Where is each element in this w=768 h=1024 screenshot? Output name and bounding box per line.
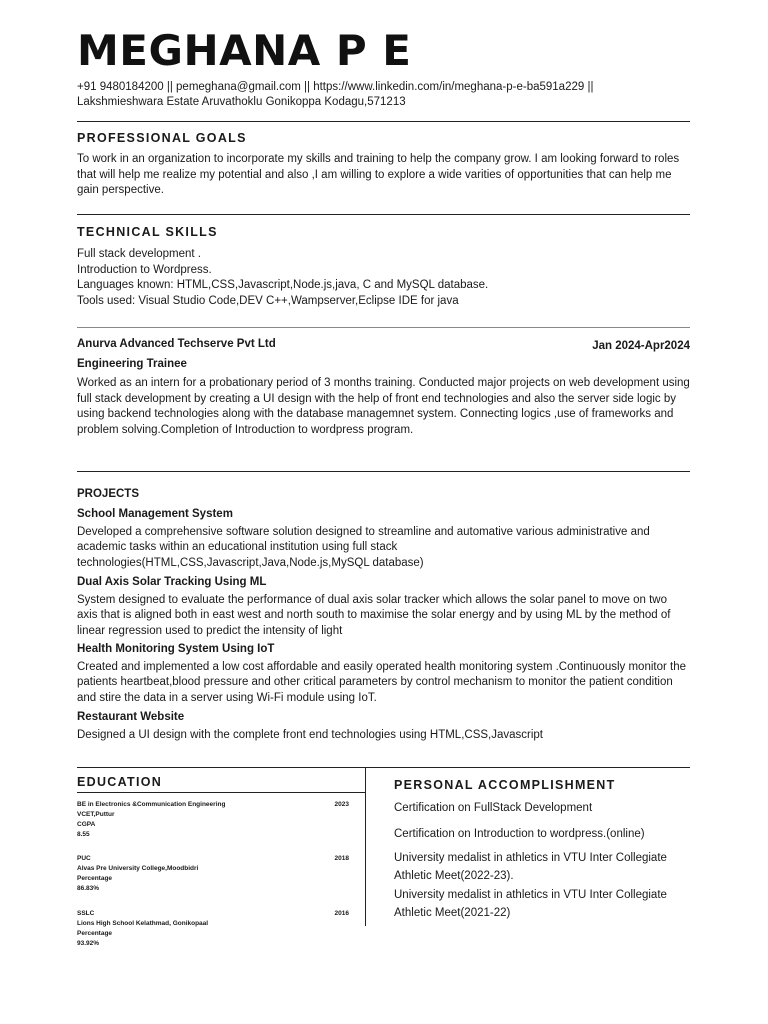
contact-line-2: Lakshmieshwara Estate Aruvathoklu Gonikoppa Kodagu,571213 — [77, 96, 406, 108]
accomplishment-item: Certification on Introduction to wordpress.(online) — [394, 828, 645, 840]
project-title: Restaurant Website — [77, 711, 185, 723]
section-title-professional-goals: PROFESSIONAL GOALS — [77, 131, 247, 145]
professional-goals-paragraph: To work in an organization to incorporate my skills and training to help the company grow. I am looking forward to roles that will help me realize my potential and also ,I am willing to explore a wide varities of opportunities that can help me gain perspective. — [77, 153, 680, 197]
divider — [77, 121, 690, 122]
education-year: 2018 — [334, 855, 349, 862]
project-description: Designed a UI design with the complete front end technologies using HTML,CSS,Javascript — [77, 728, 543, 741]
candidate-name: MEGHANA P E — [77, 26, 412, 75]
accomplishment-item: University medalist in athletics in VTU Inter Collegiate Athletic Meet(2021-22) — [394, 889, 667, 919]
education-item — [77, 909, 349, 949]
experience-company: Anurva Advanced Techserve Pvt Ltd — [77, 338, 276, 350]
skill-line: Languages known: HTML,CSS,Javascript,Node.js,java, C and MySQL database. — [77, 279, 489, 292]
project-item — [77, 710, 690, 743]
section-title-education: EDUCATION — [77, 775, 163, 789]
project-description: Developed a comprehensive software solution designed to streamline and automative various administrative and academic tasks within an educational institution using full stack technologies(HTML,CSS,Javascript,Java,Node.js,MySQL database) — [77, 525, 650, 569]
education-degree: BE in Electronics &Communication Engineering — [77, 801, 226, 808]
project-title: Health Monitoring System Using IoT — [77, 643, 275, 655]
education-degree: PUC — [77, 855, 91, 862]
education-item — [77, 800, 349, 840]
project-title: School Management System — [77, 508, 233, 520]
skill-line: Tools used: Visual Studio Code,DEV C++,Wampserver,Eclipse IDE for java — [77, 294, 459, 307]
project-item — [77, 575, 690, 639]
education-institution: Lions High School Kelathmad, Gonikopaal — [77, 920, 209, 927]
divider — [77, 471, 690, 472]
skill-line: Introduction to Wordpress. — [77, 263, 212, 276]
education-metric: CGPA — [77, 821, 96, 828]
section-title-personal-accomplishment: PERSONAL ACCOMPLISHMENT — [394, 778, 616, 792]
project-title: Dual Axis Solar Tracking Using ML — [77, 576, 267, 588]
education-score: 93.92% — [77, 940, 100, 947]
contact-info — [77, 80, 690, 110]
divider — [77, 792, 365, 793]
section-title-technical-skills: TECHNICAL SKILLS — [77, 225, 218, 239]
column-divider — [365, 768, 366, 926]
project-description: System designed to evaluate the performance of dual axis solar tracker which allows the solar panel to move on two axis that is aligned both in east west and north south to maximise the solar energy and by using ML by the method of linear regression used to predict the intensity of light — [77, 593, 671, 637]
skill-line: Full stack development . — [77, 248, 202, 260]
education-score: 86.83% — [77, 885, 100, 892]
divider — [77, 214, 690, 215]
divider — [77, 327, 690, 328]
education-score: 8.55 — [77, 831, 90, 838]
professional-goals-text — [77, 152, 690, 199]
education-year: 2023 — [334, 801, 349, 808]
project-description: Created and implemented a low cost affordable and easily operated health monitoring system .Continuously monitor the patients heartbeat,blood pressure and other critical parameters by control mechanism to monitor the patient condition and stire the data in a server using Wi-Fi module using IoT. — [77, 660, 686, 704]
experience-description-text: Worked as an intern for a probationary period of 3 months training. Conducted major projects on web development using full stack development by creating a UI design with the help of front end technologies and also the server side logic by using backend technologies along with the database managemnet system. Connecting logics ,use of frameworks and problem solving.Completion of Introduction to wordpress program. — [77, 377, 690, 436]
technical-skills-list — [77, 247, 690, 309]
divider — [77, 767, 690, 768]
project-item — [77, 507, 690, 571]
experience-role: Engineering Trainee — [77, 358, 187, 370]
education-degree: SSLC — [77, 910, 95, 917]
accomplishment-item: University medalist in athletics in VTU Inter Collegiate Athletic Meet(2022-23). — [394, 852, 667, 882]
accomplishment-item: Certification on FullStack Development — [394, 802, 593, 814]
education-year: 2016 — [334, 910, 349, 917]
education-institution: Alvas Pre University College,Moodbidri — [77, 865, 199, 872]
education-metric: Percentage — [77, 930, 113, 937]
experience-dates: Jan 2024-Apr2024 — [592, 340, 690, 352]
experience-description — [77, 376, 690, 438]
education-item — [77, 854, 349, 894]
project-item — [77, 642, 690, 706]
section-title-projects: PROJECTS — [77, 488, 139, 500]
education-institution: VCET,Puttur — [77, 811, 115, 818]
contact-line-1: +91 9480184200 || pemeghana@gmail.com || https://www.linkedin.com/in/meghana-p-e-ba591a229 || — [77, 81, 594, 93]
education-metric: Percentage — [77, 875, 113, 882]
